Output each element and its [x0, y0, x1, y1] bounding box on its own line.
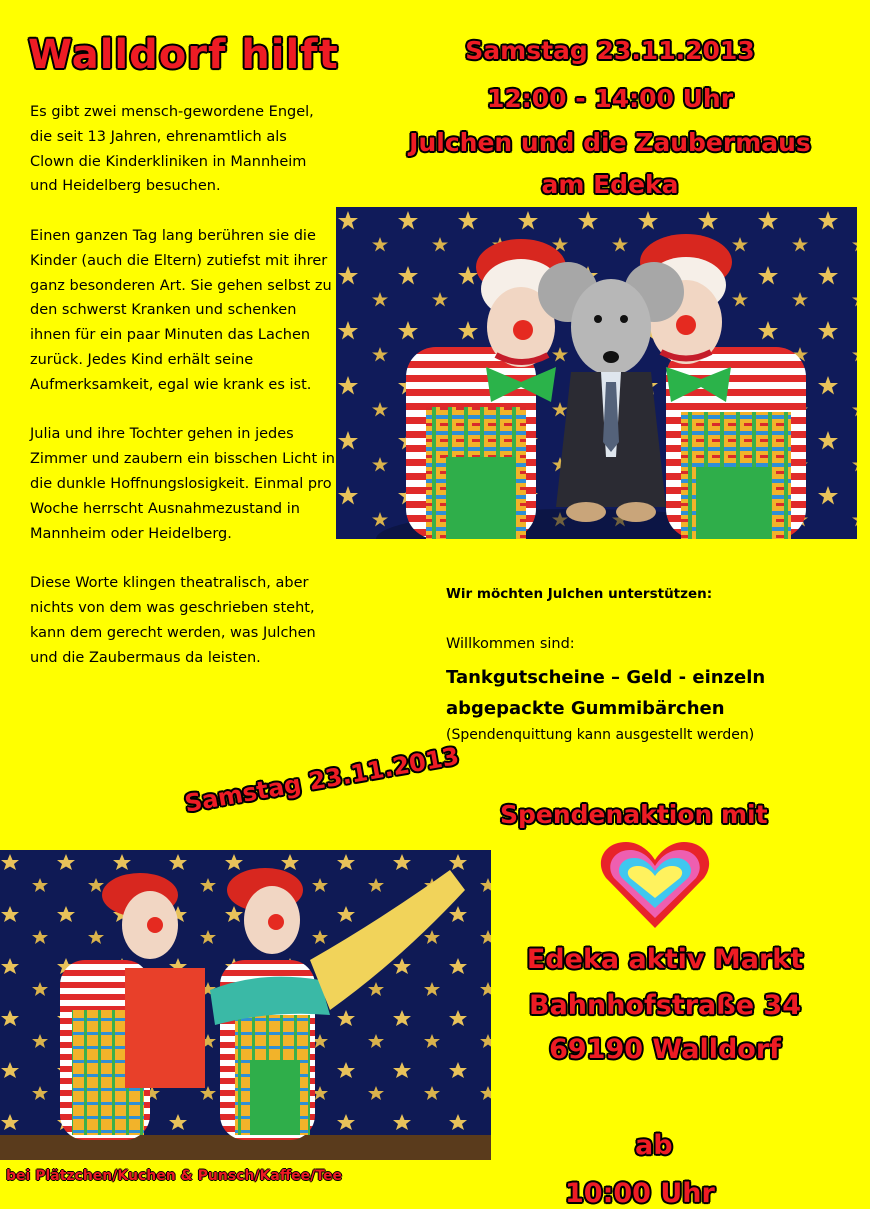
story-paragraph-2: Einen ganzen Tag lang berühren sie die Kinder (auch die Eltern) zutiefst mit ihrer ganz besonderen Art. Sie gehen selbst zu den schwerst Kranken und schenken ihnen für ein paar Minuten das Lachen zurück. Jedes Kind erhält seine Aufmerksamkeit, egal wie krank es ist.	[30, 227, 332, 393]
story-paragraph-1: Es gibt zwei mensch-gewordene Engel, die seit 13 Jahren, ehrenamtlich als Clown die Kinderkliniken in Mannheim und Heidelberg besuchen.	[30, 104, 314, 195]
heart-icon	[600, 840, 710, 930]
receipt-note: (Spendenquittung kann ausgestellt werden)	[446, 727, 755, 743]
story-text	[30, 100, 335, 695]
address-street: Bahnhofstraße 34	[529, 990, 801, 1021]
clowns-mouse-illustration	[336, 207, 857, 539]
start-time: 10:00 Uhr	[565, 1178, 715, 1209]
refreshments-banner: bei Plätzchen/Kuchen & Punsch/Kaffee/Tee	[6, 1168, 342, 1184]
donation-goods	[446, 662, 846, 724]
clowns-with-scarves-photo	[0, 850, 491, 1160]
story-paragraph-3: Julia und ihre Tochter gehen in jedes Zimmer und zaubern ein bisschen Licht in die dunkle Hoffnungslosigkeit. Einmal pro Woche herrscht Ausnahmezustand in Mannheim oder Heidelberg.	[30, 426, 335, 542]
rotated-date-banner: Samstag 23.11.2013	[182, 741, 462, 818]
event-time-heading: 12:00 - 14:00 Uhr	[486, 84, 734, 113]
event-location-heading: am Edeka	[541, 170, 679, 199]
event-date-heading: Samstag 23.11.2013	[465, 36, 755, 65]
event-name-heading: Julchen und die Zaubermaus	[409, 128, 811, 157]
donation-goods-line-2: abgepackte Gummibärchen	[446, 698, 725, 719]
address-store: Edeka aktiv Markt	[526, 944, 804, 975]
clowns-with-mouse-photo	[336, 207, 857, 539]
donation-goods-line-1: Tankgutscheine – Geld - einzeln	[446, 667, 766, 688]
start-label: ab	[635, 1130, 673, 1161]
support-heading: Wir möchten Julchen unterstützen:	[446, 586, 713, 602]
donation-action-heading: Spendenaktion mit	[500, 800, 768, 829]
clowns-scarves-illustration	[0, 850, 491, 1160]
welcome-label: Willkommen sind:	[446, 636, 575, 652]
address-city: 69190 Walldorf	[549, 1034, 781, 1065]
story-paragraph-4: Diese Worte klingen theatralisch, aber nichts von dem was geschrieben steht, kann dem gerecht werden, was Julchen und die Zaubermaus da leisten.	[30, 575, 316, 666]
page-title: Walldorf hilft	[28, 32, 339, 78]
